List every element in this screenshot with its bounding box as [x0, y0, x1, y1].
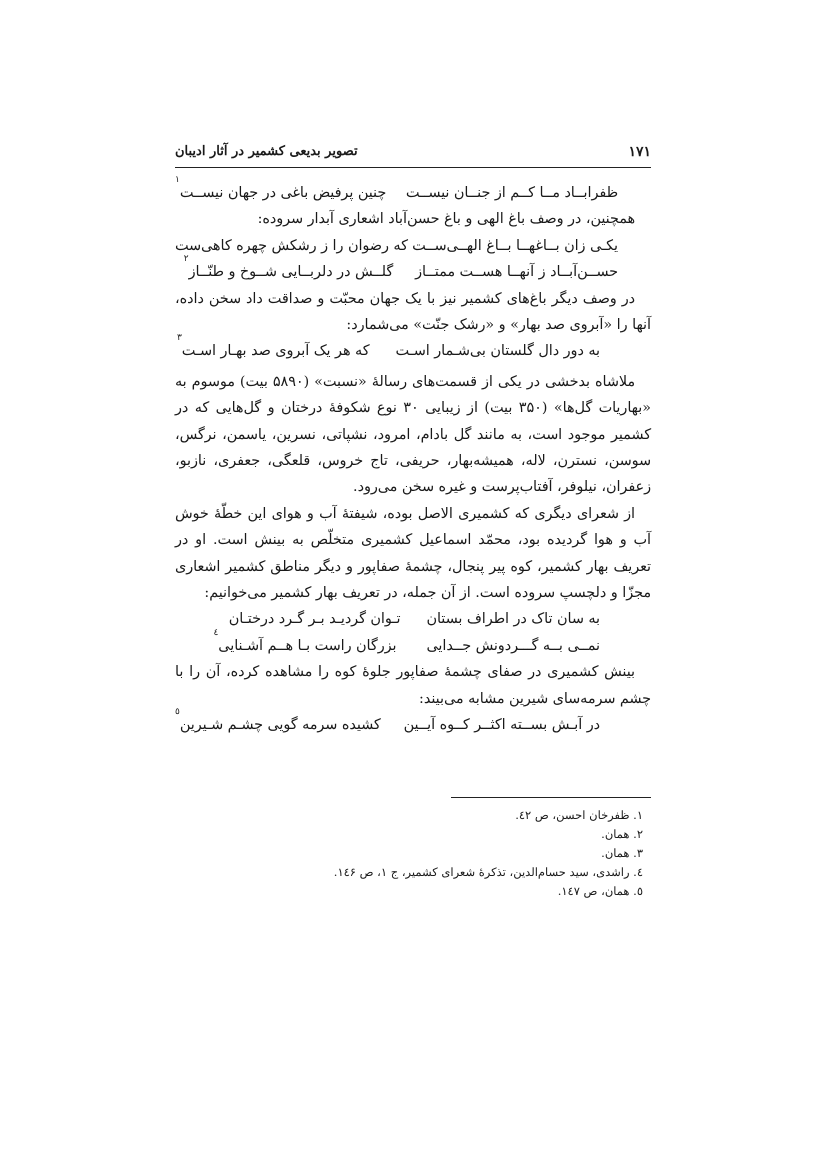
footnote: ۱. ظفرخان احسن، ص ٤٢.	[515, 808, 643, 822]
verse-couplet	[175, 627, 651, 659]
footnote-marker: ۱	[175, 175, 180, 185]
verse-hemistich: چنین پرفیض باغی در جهان نیســت	[179, 185, 387, 201]
verse-hemistich: نمــی بــه گـــردونش جــدایی	[426, 637, 600, 654]
footnote: ۳. همان.	[601, 846, 643, 860]
verse-hemistich: به سان تاک در اطراف بستان	[426, 611, 600, 628]
verse-couplet	[175, 707, 651, 738]
verse-hemistich: حســن‌آبــاد ز آنهــا هســت ممتــاز	[415, 264, 618, 281]
footnote-marker: ۳	[176, 333, 182, 344]
footnote-separator	[451, 797, 651, 798]
verse-couplet	[175, 233, 651, 259]
page-number: ۱۷۱	[628, 144, 651, 160]
paragraph: همچنین، در وصف باغ الهی و باغ حسن‌آباد اشعاری آبدار سروده:	[257, 211, 635, 228]
paragraph: از شعرای دیگری که کشمیری الاصل بوده، شیفتهٔ آب و هوای این خطّهٔ خوش آب و هوا گردیده بود، محمّد اسماعیل کشمیری متخلّص به بینش است. او در تعریف بهار کشمیر، کوه پیر پنجال، چشمهٔ صفاپور و دیگر مناطق کشمیر اشعاری مجزّا و دلچسپ سروده است. از آن جمله، در تعریف بهار کشمیر می‌خوانیم:	[175, 505, 651, 602]
verse-hemistich: به دور دال گلستان بی‌شـمار اسـت	[395, 343, 600, 360]
paragraph: ملاشاه بدخشی در یکی از قسمت‌های رسالهٔ «نسبت» (۵۸۹۰ بیت) موسوم به «بهاریات گل‌ها» (۳۵۰ بیت) از زیبایی ۳۰ نوع شکوفهٔ درختان و گل‌هایی که در کشمیر موجود است، به مانند گل بادام، امرود، نشپاتی، نسرین، یاسمن، نرگس، سوسن، نسترن، لاله، همیشه‌بهار، حریفی، تاج خروس، قلعگی، جعفری، نازبو، زعفران، نیلوفر، آفتاب‌پرست و غیره سخن می‌رود.	[175, 373, 651, 496]
verse-couplet	[175, 254, 651, 285]
footnote: ٥. همان، ص ۱٤۷.	[557, 884, 643, 898]
verse-hemistich: ظفرابــاد مــا کــم از جنــان نیســت	[405, 185, 618, 201]
paragraph: در وصف دیگر باغ‌های کشمیر نیز با یک جهان محبّت و صداقت داد سخن داده، آنها را «آبروی صد بهار» و «رشک جنّت» می‌شمارد:	[175, 290, 651, 333]
verse-hemistich: تـوان گردیـد بـر گـرد درختـان	[228, 611, 401, 628]
footnote-marker: ۲	[183, 254, 189, 265]
verse-couplet	[175, 175, 651, 206]
footnote-marker: ٥	[175, 707, 180, 718]
footnote: ۲. همان.	[601, 827, 643, 841]
page-header	[175, 142, 651, 168]
running-title: تصویر بدیعی کشمیر در آثار ادیبان	[175, 144, 358, 159]
verse-couplet	[175, 606, 651, 632]
main-text	[175, 175, 651, 738]
verse-hemistich: گلــش در دلربــایی شــوخ و طنّــاز	[188, 264, 394, 281]
verse-hemistich: که رضوان را ز رشکش چهره کاهی‌ست	[175, 237, 408, 254]
verse-couplet	[175, 333, 651, 364]
verse-hemistich: در آبـش بســته اکثــر کــوه آیــین	[403, 717, 600, 734]
footnote: ٤. راشدی، سید حسام‌الدین، تذکرهٔ شعرای کشمیر، ج ۱، ص ۱٤۶.	[333, 865, 643, 879]
header-rule	[175, 167, 651, 168]
verse-hemistich: یکـی زان بــاغهــا بــاغ الهــی‌ســت	[412, 237, 618, 254]
paragraph: بینش کشمیری در صفای چشمهٔ صفاپور جلوهٔ کوه را مشاهده کرده، آن را با چشم سرمه‌سای شیرین مشابه می‌بیند:	[175, 664, 651, 707]
verse-hemistich: بزرگان راست بـا هــم آشـنایی	[218, 637, 397, 654]
footnotes	[175, 806, 651, 901]
verse-hemistich: که هر یک آبروی صد بهـار اسـت	[181, 343, 370, 360]
verse-hemistich: کشیده سرمه گویی چشـم شـیرین	[179, 717, 381, 734]
footnote-marker: ٤	[213, 627, 219, 638]
